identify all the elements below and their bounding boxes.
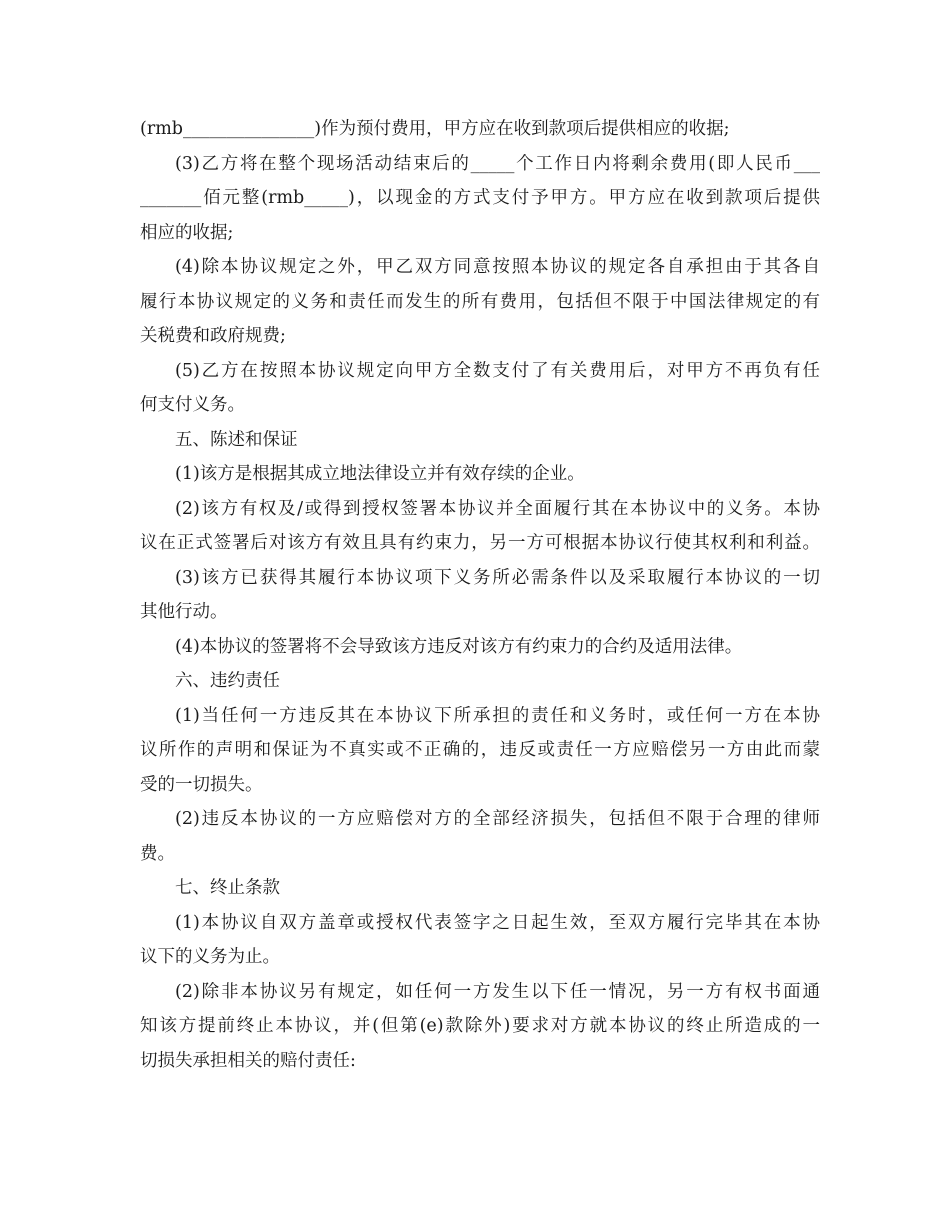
text-line: 议下的义务为止。 bbox=[140, 947, 280, 967]
section-heading: 五、陈述和保证 bbox=[175, 429, 298, 450]
text-line: 知该方提前终止本协议，并(但第(e)款除外)要求对方就本协议的终止所造成的一 bbox=[140, 1016, 820, 1036]
text-line: (5)乙方在按照本协议规定向甲方全数支付了有关费用后，对甲方不再负有任 bbox=[175, 360, 820, 381]
text-line: (3)该方已获得其履行本协议项下义务所必需条件以及采取履行本协议的一切 bbox=[175, 567, 820, 588]
text-line: (1)本协议自双方盖章或授权代表签字之日起生效，至双方履行完毕其在本协 bbox=[175, 912, 820, 933]
document-page bbox=[140, 112, 820, 1078]
section-heading: 六、违约责任 bbox=[175, 671, 280, 691]
text-line: (2)违反本协议的一方应赔偿对方的全部经济损失，包括但不限于合理的律师 bbox=[175, 809, 820, 829]
text-line: 关税费和政府规费; bbox=[140, 326, 286, 346]
text-line: 相应的收据; bbox=[140, 222, 234, 243]
text-line: (4)本协议的签署将不会导致该方违反对该方有约束力的合约及适用法律。 bbox=[175, 636, 743, 657]
text-line: 其他行动。 bbox=[140, 602, 228, 622]
text-line: 议所作的声明和保证为不真实或不正确的，违反或责任一方应赔偿另一方由此而蒙 bbox=[140, 740, 820, 760]
text-line: (2)除非本协议另有规定，如任何一方发生以下任一情况，另一方有权书面通 bbox=[175, 981, 820, 1002]
text-line: (1)该方是根据其成立地法律设立并有效存续的企业。 bbox=[175, 464, 585, 484]
text-line: 何支付义务。 bbox=[140, 395, 245, 415]
text-line: (2)该方有权及/或得到授权签署本协议并全面履行其在本协议中的义务。本协 bbox=[175, 498, 820, 519]
section-heading: 七、终止条款 bbox=[175, 878, 280, 898]
text-line: 受的一切损失。 bbox=[140, 774, 263, 795]
text-line: 切损失承担相关的赔付责任: bbox=[140, 1050, 356, 1071]
text-line: (rmb_______________)作为预付费用，甲方应在收到款项后提供相应的收据; bbox=[140, 119, 730, 139]
text-line: (1)当任何一方违反其在本协议下所承担的责任和义务时，或任何一方在本协 bbox=[175, 705, 820, 726]
text-line: _______佰元整(rmb_____)，以现金的方式支付予甲方。甲方应在收到款项后提供 bbox=[140, 188, 820, 208]
text-line: 履行本协议规定的义务和责任而发生的所有费用，包括但不限于中国法律规定的有 bbox=[140, 291, 820, 312]
text-line: (4)除本协议规定之外，甲乙双方同意按照本协议的规定各自承担由于其各自 bbox=[175, 257, 820, 277]
text-line: 费。 bbox=[140, 843, 175, 864]
text-line: (3)乙方将在整个现场活动结束后的_____个工作日内将剩余费用(即人民币___ bbox=[175, 153, 820, 174]
text-line: 议在正式签署后对该方有效且具有约束力，另一方可根据本协议行使其权利和利益。 bbox=[140, 533, 820, 553]
